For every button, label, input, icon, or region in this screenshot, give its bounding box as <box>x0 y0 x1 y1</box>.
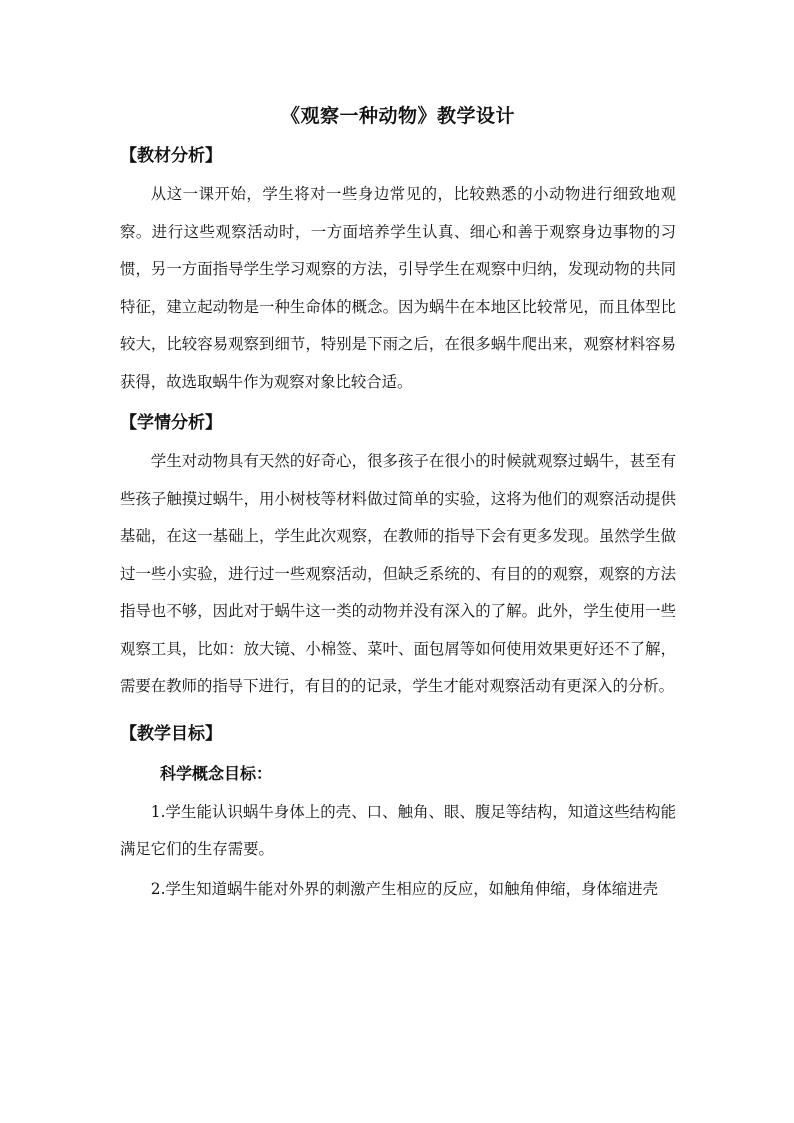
sub-heading-science-concept-goals: 科学概念目标： <box>160 763 273 783</box>
goal-item-2: 2.学生知道蜗牛能对外界的刺激产生相应的反应，如触角伸缩，身体缩进壳 <box>150 879 658 898</box>
section-heading-textbook-analysis: 【教材分析】 <box>120 146 222 166</box>
paragraph-textbook-analysis: 从这一课开始，学生将对一些身边常见的，比较熟悉的小动物进行细致地观察。进行这些观察活动时，一方面培养学生认真、细心和善于观察身边事物的习惯，另一方面指导学生学习观察的方法，引导学生在观察中归纳，发现动物的共同特征，建立起动物是一种生命体的概念。因为蜗牛在本地区比较常见，而且体型比较大，比较容易观察到细节，特别是下雨之后，在很多蜗牛爬出来，观察材料容易获得，故选取蜗牛作为观察对象比较合适。 <box>120 185 676 391</box>
document-title: 《观察一种动物》教学设计 <box>280 105 515 127</box>
document-body <box>120 96 676 910</box>
paragraph-learner-analysis: 学生对动物具有天然的好奇心，很多孩子在很小的时候就观察过蜗牛，甚至有些孩子触摸过蜗牛，用小树枝等材料做过简单的实验，这将为他们的观察活动提供基础，在这一基础上，学生此次观察，在教师的指导下会有更多发现。虽然学生做过一些小实验，进行过一些观察活动，但缺乏系统的、有目的的观察，观察的方法指导也不够，因此对于蜗牛这一类的动物并没有深入的了解。此外，学生使用一些观察工具，比如：放大镜、小棉签、菜叶、面包屑等如何使用效果更好还不了解，需要在教师的指导下进行，有目的的记录，学生才能对观察活动有更深入的分析。 <box>120 452 676 695</box>
section-textbook-analysis <box>120 136 676 401</box>
section-learner-analysis <box>120 403 676 706</box>
section-heading-teaching-goals: 【教学目标】 <box>120 723 222 744</box>
section-teaching-goals <box>120 714 676 909</box>
section-heading-learner-analysis: 【学情分析】 <box>120 413 222 433</box>
goal-item-1: 1.学生能认识蜗牛身体上的壳、口、触角、眼、腹足等结构，知道这些结构能满足它们的生存需要。 <box>120 802 676 858</box>
